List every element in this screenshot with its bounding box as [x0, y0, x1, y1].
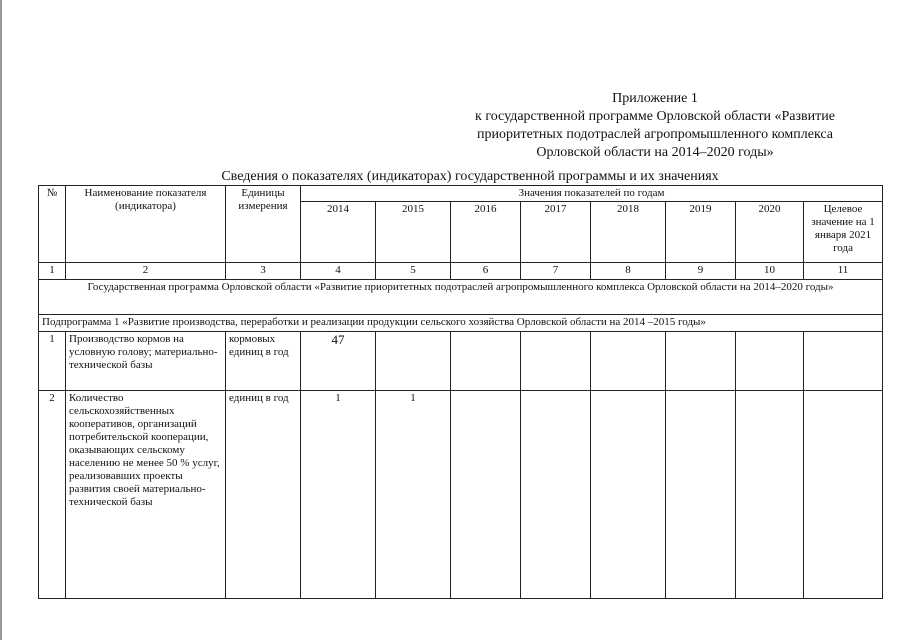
header-year: 2015 [376, 202, 451, 263]
header-units: Единицы измерения [226, 186, 301, 263]
row-units: кормовых единиц в год [226, 332, 301, 391]
header-year: 2018 [591, 202, 666, 263]
row-name: Производство кормов на условную голову; материально-технической базы [66, 332, 226, 391]
column-number: 8 [591, 263, 666, 280]
appendix-line-1: Приложение 1 [612, 91, 698, 106]
row-value [736, 391, 804, 599]
indicators-table [38, 185, 883, 599]
row-value [521, 332, 591, 391]
table-row [39, 391, 883, 599]
column-number: 7 [521, 263, 591, 280]
document-title: Сведения о показателях (индикаторах) государственной программы и их значениях [221, 169, 719, 184]
row-value [521, 391, 591, 599]
header-year: 2017 [521, 202, 591, 263]
row-target [804, 332, 883, 391]
row-value [451, 332, 521, 391]
row-name: Количество сельскохозяйственных кооперативов, организаций потребительской кооперации, оказывающих сельскому населению не менее 50 % услуг, реализовавших проекты развития своей материально-технической базы [66, 391, 226, 599]
subprogram-title-row: Подпрограмма 1 «Развитие производства, переработки и реализации продукции сельского хозяйства Орловской области на 2014 –2015 годы» [39, 315, 883, 332]
header-values-group: Значения показателей по годам [301, 186, 883, 202]
header-year: 2014 [301, 202, 376, 263]
header-target: Целевое значение на 1 января 2021 года [804, 202, 883, 263]
row-units: единиц в год [226, 391, 301, 599]
header-num: № [39, 186, 66, 263]
row-value: 1 [301, 391, 376, 599]
table-row [39, 332, 883, 391]
row-value [666, 391, 736, 599]
column-number: 3 [226, 263, 301, 280]
program-title-row: Государственная программа Орловской области «Развитие приоритетных подотраслей агропромышленного комплекса Орловской области на 2014–2020 годы» [39, 280, 883, 315]
column-number: 9 [666, 263, 736, 280]
row-value: 1 [376, 391, 451, 599]
header-year: 2020 [736, 202, 804, 263]
row-value [591, 332, 666, 391]
appendix-line-4: Орловской области на 2014–2020 годы» [536, 145, 774, 160]
scan-edge-line [0, 0, 2, 640]
row-value [376, 332, 451, 391]
column-number: 5 [376, 263, 451, 280]
header-year: 2016 [451, 202, 521, 263]
row-value [591, 391, 666, 599]
row-num: 2 [39, 391, 66, 599]
column-number: 4 [301, 263, 376, 280]
appendix-heading [430, 90, 880, 162]
column-number: 1 [39, 263, 66, 280]
appendix-line-2: к государственной программе Орловской области «Развитие [475, 109, 835, 124]
row-value: 47 [301, 332, 376, 391]
column-number: 10 [736, 263, 804, 280]
header-year: 2019 [666, 202, 736, 263]
row-num: 1 [39, 332, 66, 391]
header-name: Наименование показателя (индикатора) [66, 186, 226, 263]
column-number: 6 [451, 263, 521, 280]
row-value [451, 391, 521, 599]
row-target [804, 391, 883, 599]
row-value [666, 332, 736, 391]
column-number: 2 [66, 263, 226, 280]
column-number: 11 [804, 263, 883, 280]
row-value [736, 332, 804, 391]
appendix-line-3: приоритетных подотраслей агропромышленного комплекса [477, 127, 833, 142]
